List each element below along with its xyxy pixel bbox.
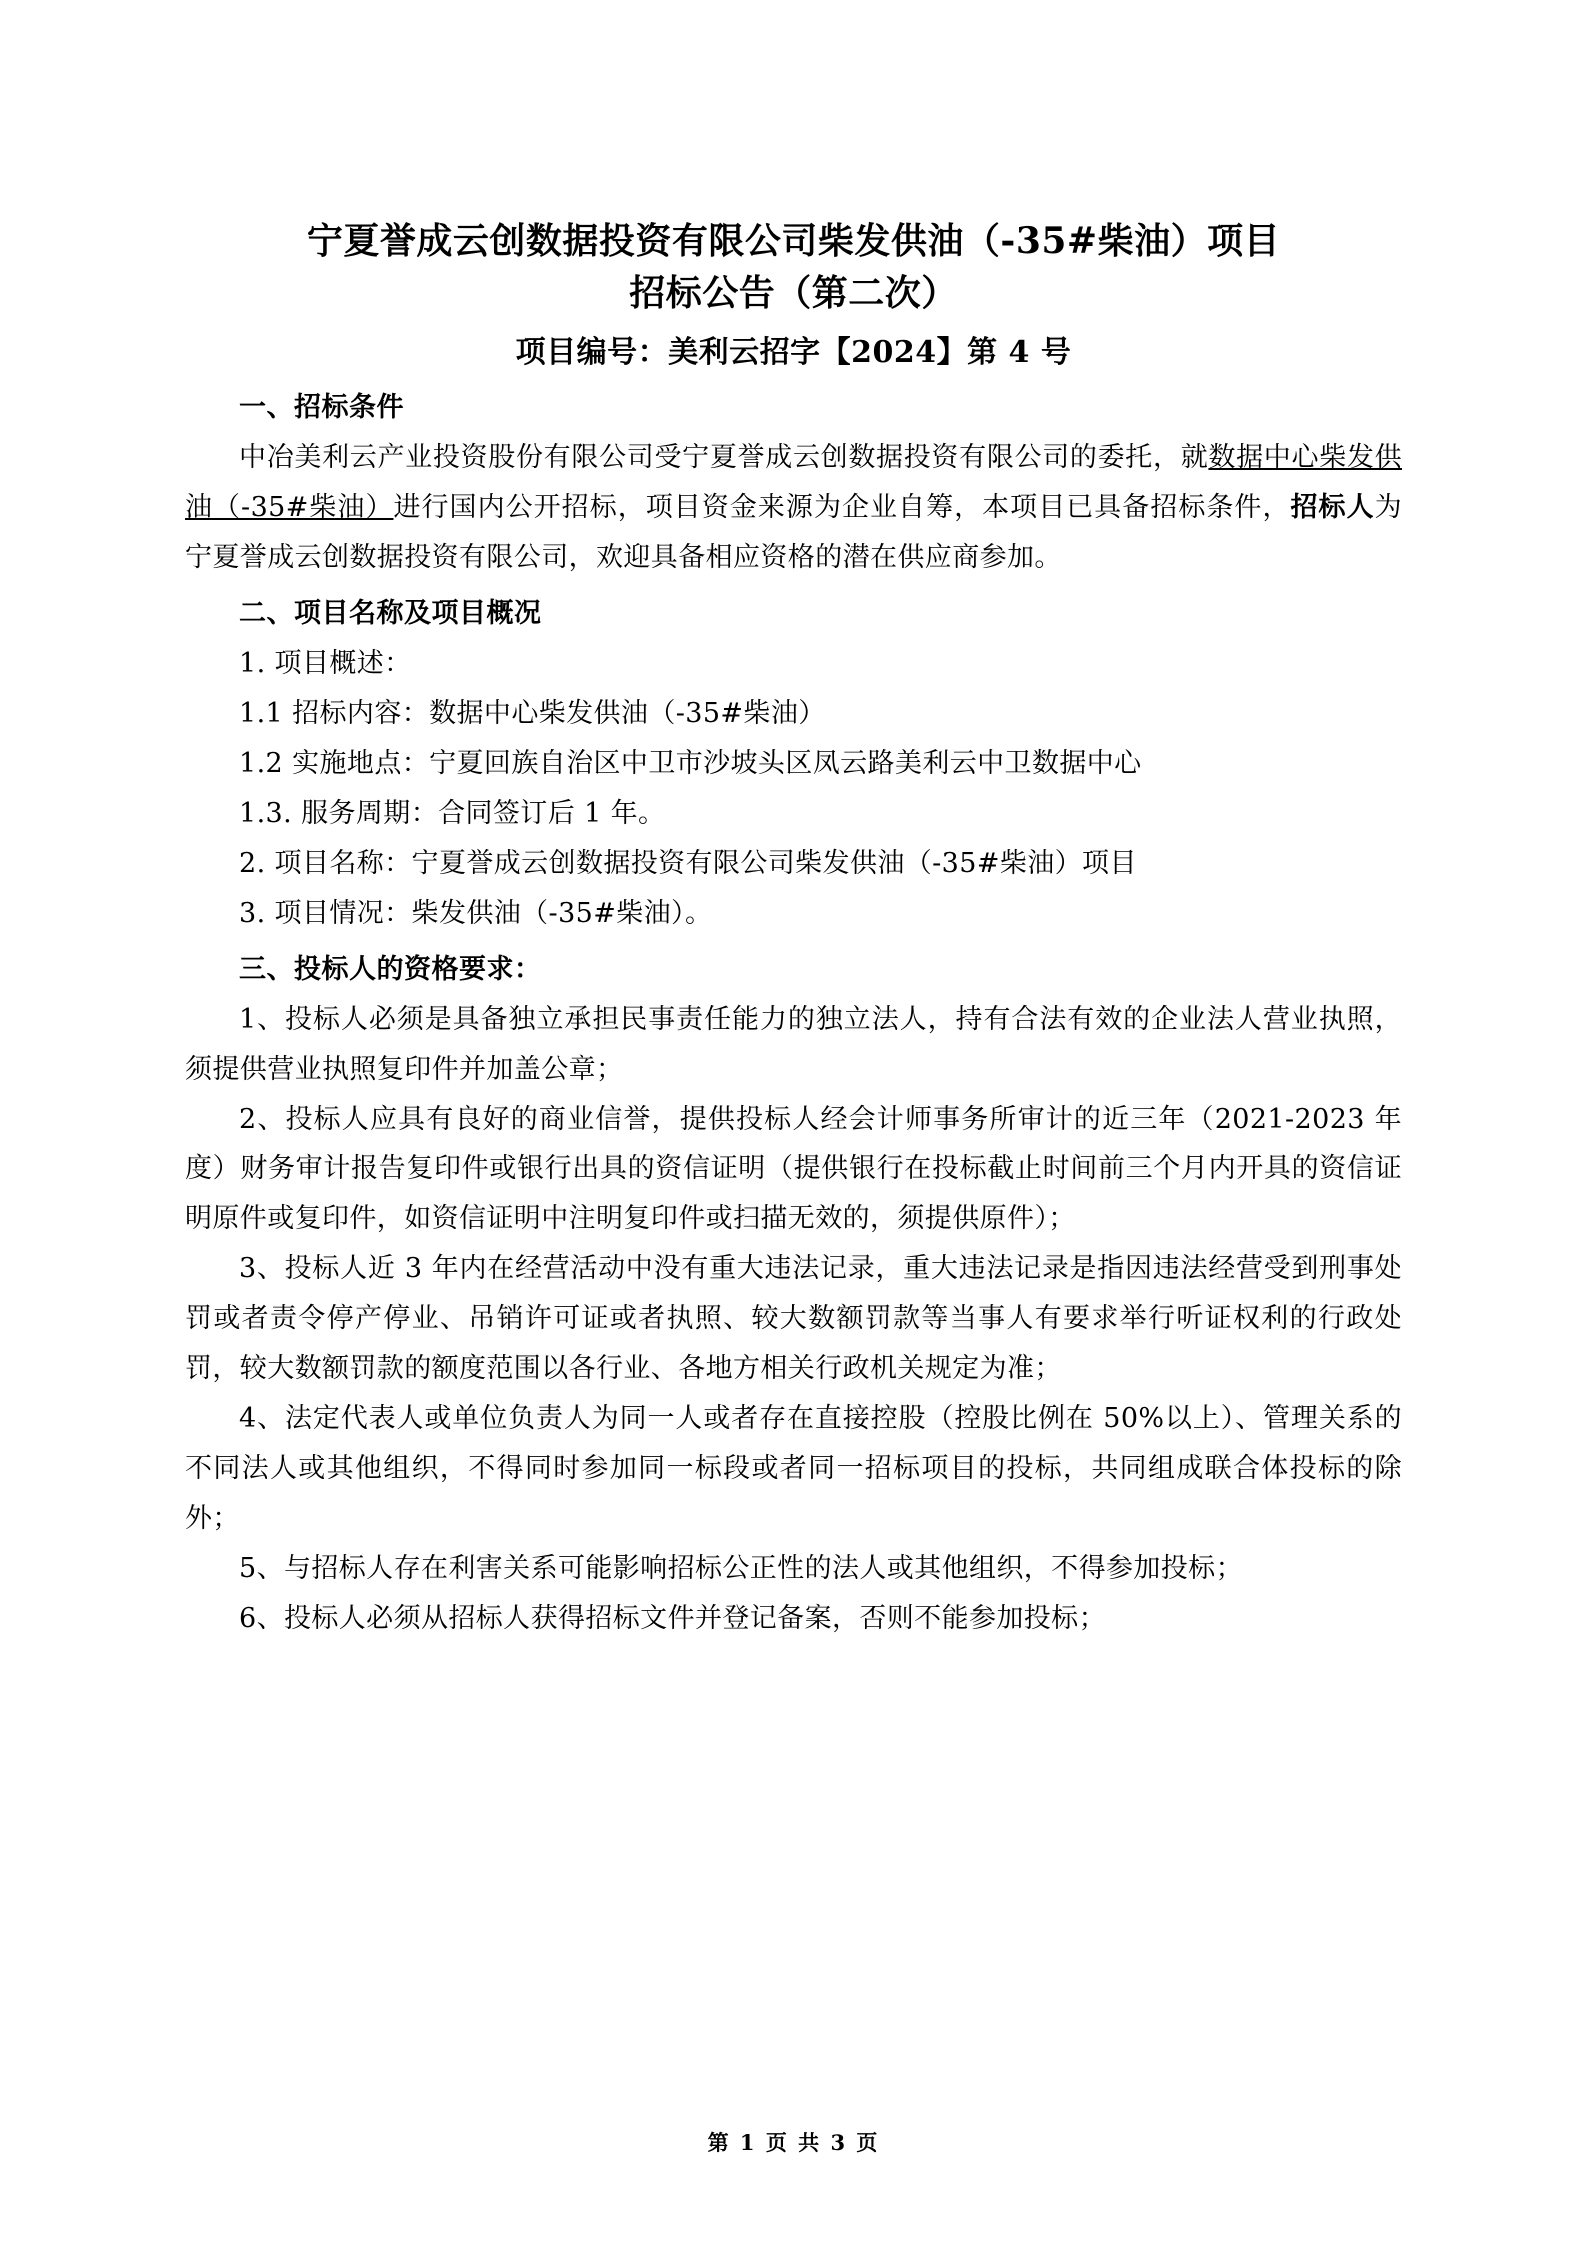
section-heading-1: 一、招标条件 (239, 392, 404, 424)
section-2-line-3: 1.2 实施地点：宁夏回族自治区中卫市沙坡头区凤云路美利云中卫数据中心 (239, 747, 1142, 779)
section-2-line-6: 3. 项目情况：柴发供油（-35#柴油）。 (239, 897, 713, 929)
section-heading-3: 三、投标人的资格要求： (239, 953, 542, 985)
section-3-item-5: 5、与招标人存在利害关系可能影响招标公正性的法人或其他组织，不得参加投标； (239, 1552, 1243, 1584)
section-2-line-2: 1.1 招标内容：数据中心柴发供油（-35#柴油） (239, 698, 826, 729)
page-footer: 第 1 页 共 3 页 (707, 2130, 880, 2155)
paragraph-part-underline-1: 数据中心柴发供油（-35#柴油） (185, 442, 1402, 524)
section-2-line-4: 1.3. 服务周期：合同签订后 1 年。 (239, 797, 666, 829)
section-3-item-3: 3、投标人近 3 年内在经营活动中没有重大违法记录，重大违法记录是指因违法经营受到刑事处罚或者责令停产停业、吊销许可证或者执照、较大数额罚款等当事人有要求举行听证权利的行政处罚，较大数额罚款的额度范围以各行业、各地方相关行政机关规定为准； (185, 1253, 1402, 1385)
section-3-item-6: 6、投标人必须从招标人获得招标文件并登记备案，否则不能参加投标； (239, 1602, 1106, 1634)
section-3-item-1: 1、投标人必须是具备独立承担民事责任能力的独立法人，持有合法有效的企业法人营业执照，须提供营业执照复印件并加盖公章； (185, 1003, 1402, 1085)
paragraph-part-bold-1: 招标人 (1290, 492, 1375, 524)
section-2-line-5: 2. 项目名称：宁夏誉成云创数据投资有限公司柴发供油（-35#柴油）项目 (239, 847, 1137, 879)
section-3-item-2: 2、投标人应具有良好的商业信誉，提供投标人经会计师事务所审计的近三年（2021-2023 年度）财务审计报告复印件或银行出具的资信证明（提供银行在投标截止时间前三个月内开具的资信证明原件或复印件，如资信证明中注明复印件或扫描无效的，须提供原件）； (185, 1103, 1402, 1235)
section-2-line-1: 1. 项目概述： (239, 648, 412, 680)
section-1-paragraph (185, 433, 1402, 583)
paragraph-part-plain-3: 为宁夏誉成云创数据投资有限公司，欢迎具备相应资格的潜在供应商参加。 (185, 492, 1402, 574)
document-title (185, 215, 1402, 319)
title-line-1: 宁夏誉成云创数据投资有限公司柴发供油（-35#柴油）项目 (306, 220, 1281, 262)
paragraph-part-plain-2: 进行国内公开招标，项目资金来源为企业自筹，本项目已具备招标条件， (393, 492, 1291, 524)
project-number: 项目编号：美利云招字【2024】第 4 号 (515, 335, 1072, 371)
title-line-2: 招标公告（第二次） (629, 272, 958, 315)
paragraph-part-plain-1: 中冶美利云产业投资股份有限公司受宁夏誉成云创数据投资有限公司的委托，就 (239, 442, 1209, 474)
section-heading-2: 二、项目名称及项目概况 (239, 598, 542, 630)
section-3-item-4: 4、法定代表人或单位负责人为同一人或者存在直接控股（控股比例在 50%以上）、管理关系的不同法人或其他组织，不得同时参加同一标段或者同一招标项目的投标，共同组成联合体投标的除外； (185, 1403, 1402, 1534)
